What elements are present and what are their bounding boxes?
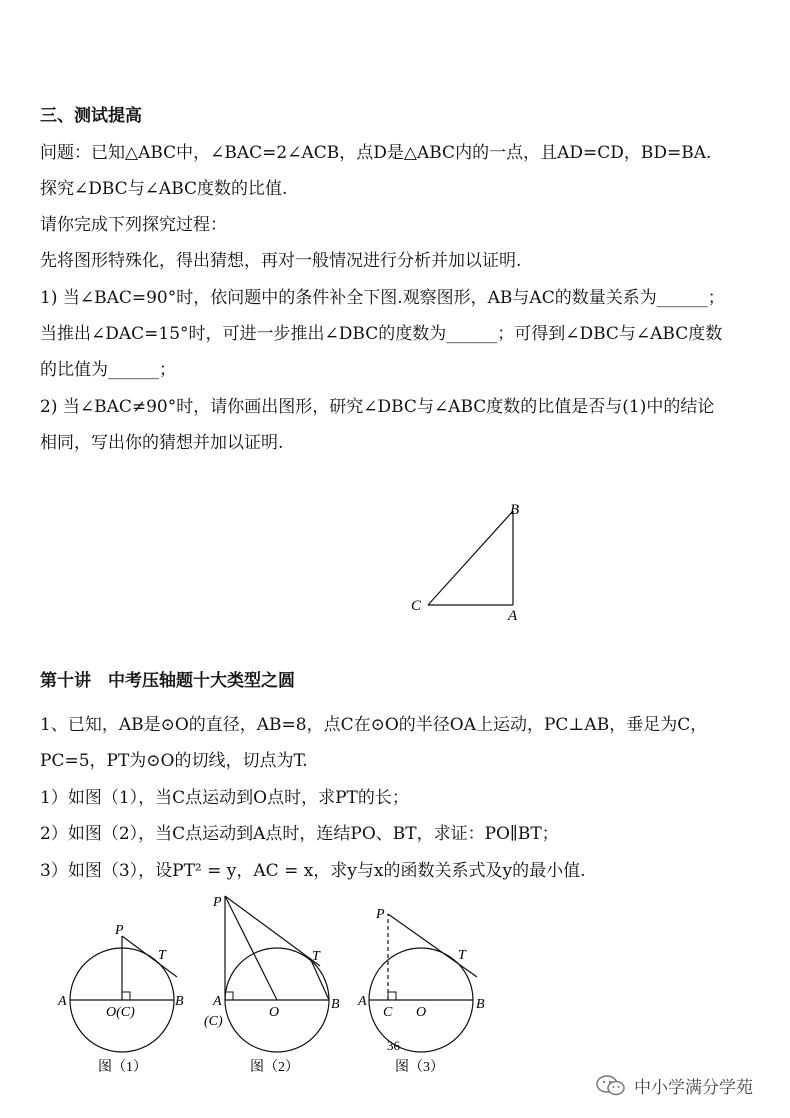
right-angle-mark-1 xyxy=(122,992,130,1000)
question-line-5: 3）如图（3），设PT² = y，AC = x，求y与x的函数关系式及y的最小值. xyxy=(40,861,586,881)
problem-line-4: 先将图形特殊化，得出猜想，再对一般情况进行分析并加以证明. xyxy=(40,251,522,271)
label-t-3: T xyxy=(458,948,466,963)
label-t-2: T xyxy=(312,949,320,964)
circle-figures xyxy=(50,890,500,1080)
right-angle-mark-3 xyxy=(388,992,396,1000)
figure-3 xyxy=(357,907,485,1075)
tangent-pt-2 xyxy=(225,896,320,966)
segment-bt-2 xyxy=(310,958,329,1000)
watermark-text: 中小学满分学苑 xyxy=(634,1078,753,1098)
label-o-3: O xyxy=(416,1005,427,1020)
problem-line-2: 探究∠DBC与∠ABC度数的比值. xyxy=(40,179,288,199)
triangle-figure xyxy=(400,495,540,625)
label-p-1: P xyxy=(115,923,124,938)
problem-line-5: 1) 当∠BAC=90°时，依问题中的条件补全下图.观察图形，AB与AC的数量关系为______； xyxy=(40,288,725,308)
page-number: 36 xyxy=(387,1038,400,1053)
caption-figure-3: 图（3） xyxy=(395,1060,444,1075)
label-b-2: B xyxy=(331,997,340,1012)
watermark xyxy=(596,1073,753,1098)
wechat-icon xyxy=(596,1075,626,1097)
label-c-3: C xyxy=(383,1005,393,1020)
label-o-2: O xyxy=(269,1005,280,1020)
section-heading: 三、测试提高 xyxy=(40,106,142,126)
label-c-2: (C) xyxy=(204,1014,223,1029)
right-angle-mark-2 xyxy=(225,992,233,1000)
tangent-pt-3 xyxy=(388,914,477,977)
label-a-3: A xyxy=(358,994,367,1009)
question-line-2: PC=5，PT为⊙O的切线，切点为T. xyxy=(40,751,308,771)
problem-line-9: 相同，写出你的猜想并加以证明. xyxy=(40,433,284,453)
figure-1 xyxy=(57,923,184,1075)
label-t-1: T xyxy=(158,948,166,963)
label-p-3: P xyxy=(376,907,385,922)
problem-line-1: 问题：已知△ABC中，∠BAC=2∠ACB，点D是△ABC内的一点，且AD=CD，BD=BA. xyxy=(40,143,712,163)
segment-cb xyxy=(428,511,513,605)
problem-line-7: 的比值为______； xyxy=(40,360,176,380)
label-oc-1: O(C) xyxy=(106,1005,135,1020)
label-b: B xyxy=(510,502,520,518)
figure-2 xyxy=(204,895,340,1075)
label-c: C xyxy=(411,598,422,614)
caption-figure-2: 图（2） xyxy=(250,1060,299,1075)
label-a-2: A xyxy=(213,994,222,1009)
question-line-3: 1）如图（1），当C点运动到O点时，求PT的长； xyxy=(40,788,409,808)
question-line-1: 1、已知，AB是⊙O的直径，AB=8，点C在⊙O的半径OA上运动，PC⊥AB，垂足为C， xyxy=(40,715,708,735)
problem-line-3: 请你完成下列探究过程： xyxy=(40,215,227,235)
problem-line-8: 2) 当∠BAC≠90°时，请你画出图形，研究∠DBC与∠ABC度数的比值是否与(1)中的结论 xyxy=(40,397,715,417)
label-a: A xyxy=(508,608,518,624)
tangent-pt-1 xyxy=(122,936,177,977)
label-p-2: P xyxy=(213,895,222,910)
label-b-3: B xyxy=(476,997,485,1012)
problem-line-6: 当推出∠DAC=15°时，可进一步推出∠DBC的度数为______；可得到∠DBC与∠ABC度数 xyxy=(40,324,723,344)
caption-figure-1: 图（1） xyxy=(98,1060,147,1075)
lecture-heading: 第十讲 中考压轴题十大类型之圆 xyxy=(40,671,295,691)
question-line-4: 2）如图（2），当C点运动到A点时，连结PO、BT，求证：PO∥BT； xyxy=(40,824,559,844)
label-a-1: A xyxy=(58,994,67,1009)
label-b-1: B xyxy=(175,994,184,1009)
